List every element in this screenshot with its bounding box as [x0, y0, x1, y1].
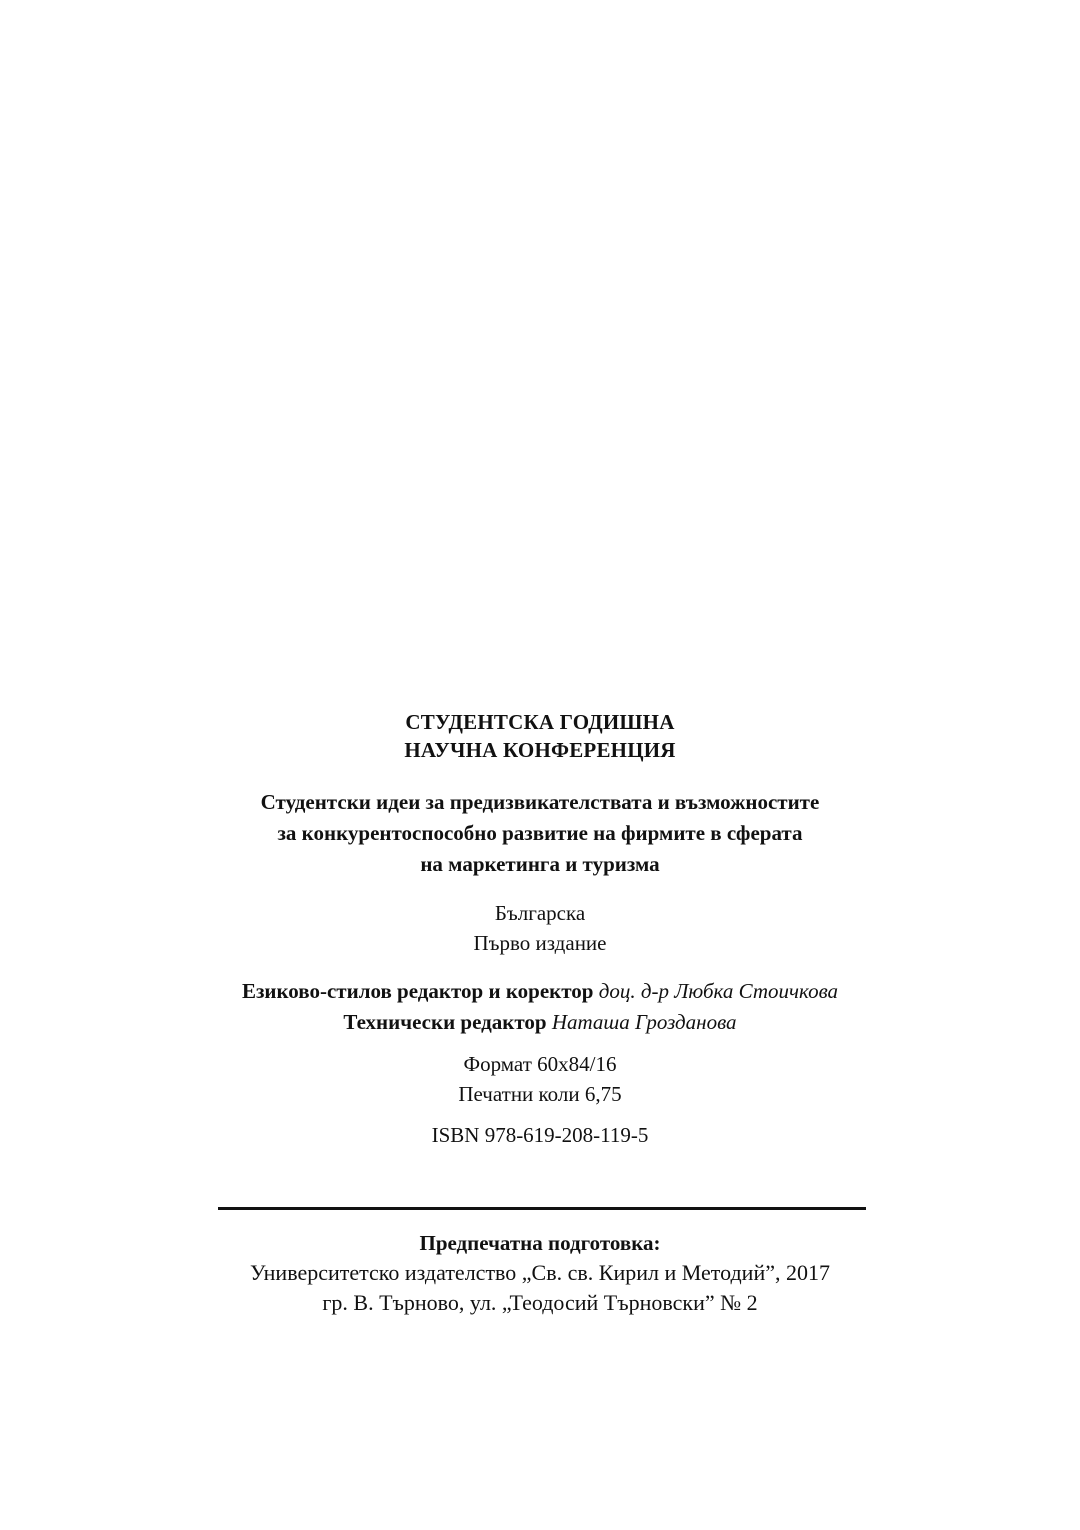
subtitle-line-1: Студентски идеи за предизвикателствата и възможностите	[260, 790, 820, 814]
subtitle-line-2: за конкурентоспособно развитие на фирмите в сферата	[277, 821, 803, 845]
colophon	[0, 708, 1080, 1150]
format-label: Формат 60х84/16	[463, 1052, 617, 1076]
language-label: Българска	[494, 901, 586, 925]
print-sheets-label: Печатни коли 6,75	[458, 1082, 622, 1106]
technical-editor	[0, 1007, 1080, 1038]
conference-subtitle	[0, 787, 1080, 880]
technical-editor-name: Наташа Грозданова	[551, 1010, 737, 1034]
prepress-info	[0, 1228, 1080, 1318]
subtitle-line-3: на маркетинга и туризма	[420, 852, 660, 876]
title-line-1: СТУДЕНТСКА ГОДИШНА	[405, 710, 675, 734]
editors	[0, 976, 1080, 1038]
title-line-2: НАУЧНА КОНФЕРЕНЦИЯ	[404, 738, 676, 762]
edition-label: Първо издание	[473, 931, 607, 955]
divider-rule	[218, 1207, 866, 1210]
isbn: ISBN 978-619-208-119-5	[431, 1123, 649, 1147]
publisher-line: Университетско издателство „Св. св. Кирил и Методий”, 2017	[250, 1260, 830, 1285]
language-editor	[0, 976, 1080, 1007]
language-editor-name: доц. д-р Любка Стоичкова	[598, 979, 839, 1003]
language-editor-role: Езиково-стилов редактор и коректор	[241, 979, 594, 1003]
technical-editor-role: Технически редактор	[343, 1010, 547, 1034]
prepress-heading: Предпечатна подготовка:	[419, 1231, 661, 1255]
print-specs	[0, 1049, 1080, 1109]
address-line: гр. В. Търново, ул. „Теодосий Търновски” № 2	[322, 1290, 758, 1315]
conference-title	[0, 708, 1080, 764]
edition-info	[0, 898, 1080, 958]
